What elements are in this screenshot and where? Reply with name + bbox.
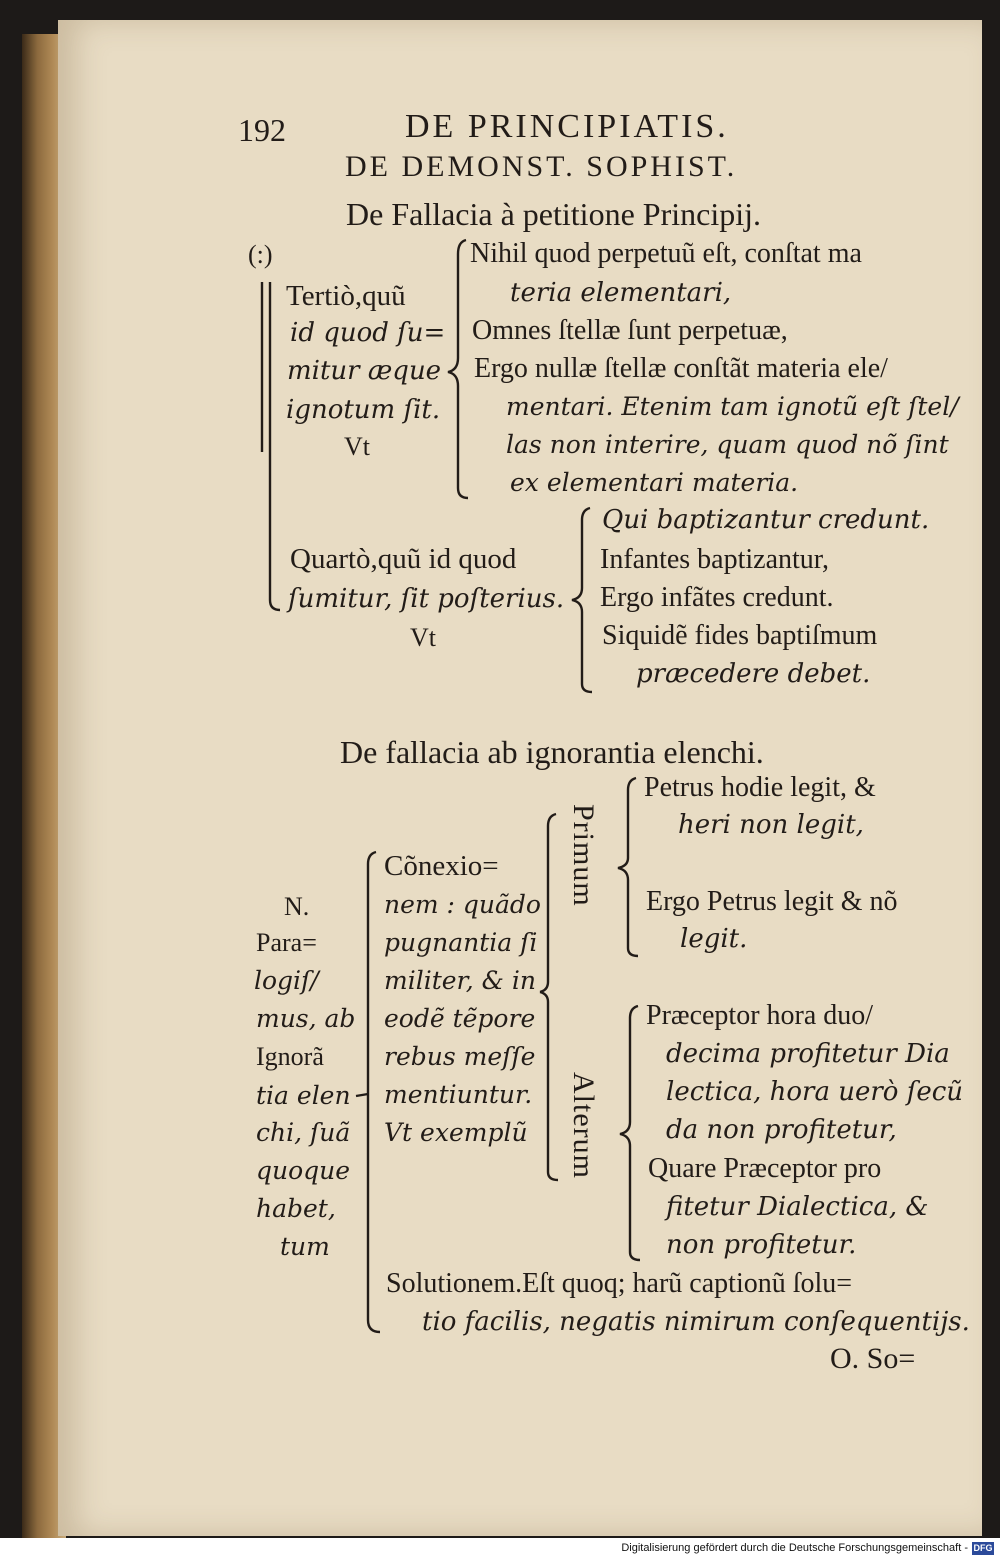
dfg-logo: DFG	[973, 1543, 993, 1553]
conexio-line: Cõnexio=	[384, 850, 499, 882]
brace-tertio-example	[448, 240, 468, 498]
conexio-line: eodẽ tẽpore	[384, 1004, 536, 1033]
tertio-label-line: Vt	[344, 432, 370, 461]
quarto-label-line: ſumitur, ſit poſterius.	[288, 584, 565, 614]
tertio-example-line: teria elementari,	[510, 278, 732, 308]
tertio-example-line: Nihil quod perpetuũ eſt, conſtat ma	[470, 238, 862, 269]
quarto-example-line: Siquidẽ fides baptiſmum	[602, 620, 878, 651]
solutio-line: Solutionem.Eſt quoq; harũ captionũ ſolu=	[386, 1268, 853, 1299]
conexio-line: Vt exemplũ	[384, 1118, 528, 1147]
conexio-line: nem : quãdo	[384, 890, 541, 919]
tertio-example-line: Ergo nullæ ſtellæ conſtãt materia ele/	[474, 353, 888, 384]
tertio-example-line: Omnes ſtellæ ſunt perpetuæ,	[472, 315, 788, 346]
conexio-line: mentiuntur.	[384, 1080, 533, 1109]
alterum-example-line: Quare Præceptor pro	[648, 1153, 882, 1184]
section-title: DE DEMONST. SOPHIST.	[345, 150, 738, 183]
quarto-label-line: Quartò,quũ id quod	[290, 543, 517, 575]
tertio-example-line: las non interire, quam quod nõ ſint	[506, 430, 949, 459]
catchword: O. So=	[830, 1342, 916, 1375]
brace-alterum-label	[540, 992, 558, 1180]
tertio-label-line: Tertiò,quũ	[286, 280, 406, 312]
tertio-example-line: mentari. Etenim tam ignotũ eſt ſtel/	[506, 392, 959, 421]
page-number: 192	[238, 112, 286, 148]
conexio-line: pugnantia ſi	[384, 928, 538, 957]
quarto-example-line: Qui baptizantur credunt.	[602, 505, 930, 535]
brace-alterum-example	[620, 1006, 640, 1260]
tertio-example-line: ex elementari materia.	[510, 468, 799, 497]
alterum-example-line: decima profitetur Dia	[666, 1039, 950, 1069]
elenchi-label-line: tum	[280, 1232, 330, 1261]
alterum-label: Alterum	[567, 1072, 600, 1179]
quarto-label-line: Vt	[410, 623, 436, 652]
quarto-example-line: Ergo infãtes credunt.	[600, 582, 834, 613]
elenchi-label-line: habet,	[256, 1194, 336, 1223]
brace-elenchi-label	[356, 1094, 368, 1096]
tertio-label-line: mitur æque	[287, 356, 442, 386]
elenchi-label-line: Ignorã	[256, 1042, 324, 1071]
elenchi-label-line: N.	[284, 892, 310, 921]
tertio-label-line: id quod ſu=	[290, 318, 446, 348]
alterum-example-line: non profitetur.	[666, 1230, 857, 1260]
elenchi-label-line: Para=	[256, 928, 317, 957]
primum-example-line: Ergo Petrus legit & nõ	[646, 886, 898, 917]
brace-primum-label	[540, 814, 556, 992]
alterum-example-line: lectica, hora uerò ſecũ	[666, 1077, 964, 1107]
elenchi-label-line: quoque	[256, 1156, 351, 1185]
brace-tertio-outer	[270, 282, 280, 610]
conexio-line: rebus meſſe	[384, 1042, 536, 1071]
quarto-example-line: Infantes baptizantur,	[600, 544, 830, 575]
primum-example-line: Petrus hodie legit, &	[644, 772, 876, 803]
elenchi-label-line: tia elen	[256, 1081, 351, 1110]
primum-example-line: legit.	[680, 924, 748, 954]
funding-credit: Digitalisierung gefördert durch die Deutsche Forschungsgemeinschaft -	[621, 1542, 968, 1554]
alterum-example-line: fitetur Dialectica, &	[666, 1192, 929, 1222]
primum-label: Primum	[567, 804, 600, 907]
elenchi-label-line: logiſ/	[254, 966, 319, 995]
quarto-example-line: præcedere debet.	[636, 659, 871, 689]
running-title: DE PRINCIPIATIS.	[405, 108, 729, 145]
alterum-example-line: Præceptor hora duo/	[646, 1000, 874, 1031]
brace-quarto-example	[572, 508, 592, 692]
elenchi-label-line: mus, ab	[256, 1004, 356, 1033]
solutio-line: tio facilis, negatis nimirum conſequentijs.	[422, 1307, 970, 1337]
petitio-heading: De Fallacia à petitione Principij.	[346, 196, 761, 232]
primum-example-line: heri non legit,	[678, 810, 864, 840]
section-marker: (:)	[248, 240, 273, 269]
conexio-line: militer, & in	[384, 966, 536, 995]
alterum-example-line: da non profitetur,	[666, 1115, 897, 1145]
tertio-label-line: ignotum ſit.	[286, 395, 441, 425]
brace-primum-example	[618, 778, 638, 956]
elenchi-heading: De fallacia ab ignorantia elenchi.	[340, 734, 764, 770]
elenchi-label-line: chi, ſuã	[256, 1118, 351, 1147]
brace-conexio	[368, 852, 380, 1332]
